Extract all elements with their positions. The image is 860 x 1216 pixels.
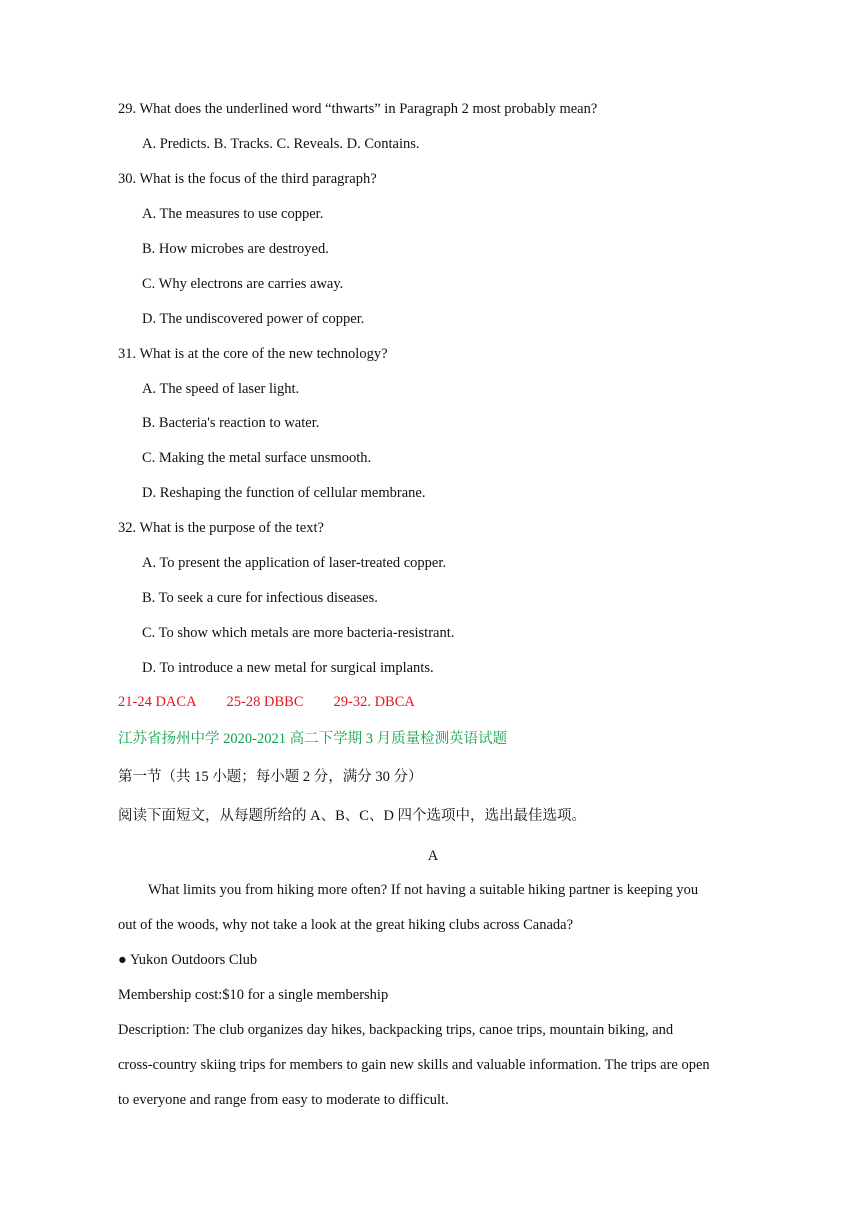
passage-label: A (427, 848, 439, 864)
club-description-line-3: to everyone and range from easy to moderate to difficult. (118, 1092, 449, 1108)
question-31-option-d: D. Reshaping the function of cellular membrane. (142, 485, 426, 501)
question-32-option-d: D. To introduce a new metal for surgical implants. (142, 660, 434, 676)
membership-cost: Membership cost:$10 for a single membership (118, 987, 389, 1003)
passage-intro-line-2: out of the woods, why not take a look at the great hiking clubs across Canada? (118, 917, 574, 933)
club-description-line-1: Description: The club organizes day hikes, backpacking trips, canoe trips, mountain biking, and (118, 1022, 674, 1038)
answer-key-group-2: 25-28 DBBC (226, 694, 304, 710)
question-29-options: A. Predicts. B. Tracks. C. Reveals. D. Contains. (142, 136, 420, 152)
section-info: 第一节（共 15 小题；每小题 2 分，满分 30 分） (118, 769, 423, 785)
question-32-option-c: C. To show which metals are more bacteria-resistrant. (142, 625, 455, 641)
question-31-option-c: C. Making the metal surface unsmooth. (142, 450, 372, 466)
question-30-option-c: C. Why electrons are carries away. (142, 276, 344, 292)
question-30-option-b: B. How microbes are destroyed. (142, 241, 329, 257)
instruction-text: 阅读下面短文，从每题所给的 A、B、C、D 四个选项中，选出最佳选项。 (118, 808, 587, 824)
question-29-stem: 29. What does the underlined word “thwarts” in Paragraph 2 most probably mean? (118, 101, 598, 117)
question-31-stem: 31. What is at the core of the new technology? (118, 346, 388, 362)
passage-intro-line-1: What limits you from hiking more often? If not having a suitable hiking partner is keeping you (148, 882, 699, 898)
question-31-option-b: B. Bacteria's reaction to water. (142, 415, 320, 431)
club-name: ● Yukon Outdoors Club (118, 952, 258, 968)
question-30-stem: 30. What is the focus of the third paragraph? (118, 171, 377, 187)
question-31-option-a: A. The speed of laser light. (142, 381, 300, 397)
answer-key (118, 693, 415, 711)
section-header: 江苏省扬州中学 2020-2021 高二下学期 3 月质量检测英语试题 (118, 731, 508, 747)
club-description-line-2: cross-country skiing trips for members to gain new skills and valuable information. The trips are open (118, 1057, 710, 1073)
answer-key-group-1: 21-24 DACA (118, 694, 197, 710)
question-32-option-b: B. To seek a cure for infectious diseases. (142, 590, 378, 606)
answer-key-group-3: 29-32. DBCA (333, 694, 415, 710)
question-32-option-a: A. To present the application of laser-treated copper. (142, 555, 447, 571)
question-32-stem: 32. What is the purpose of the text? (118, 520, 324, 536)
question-30-option-a: A. The measures to use copper. (142, 206, 324, 222)
question-30-option-d: D. The undiscovered power of copper. (142, 311, 365, 327)
